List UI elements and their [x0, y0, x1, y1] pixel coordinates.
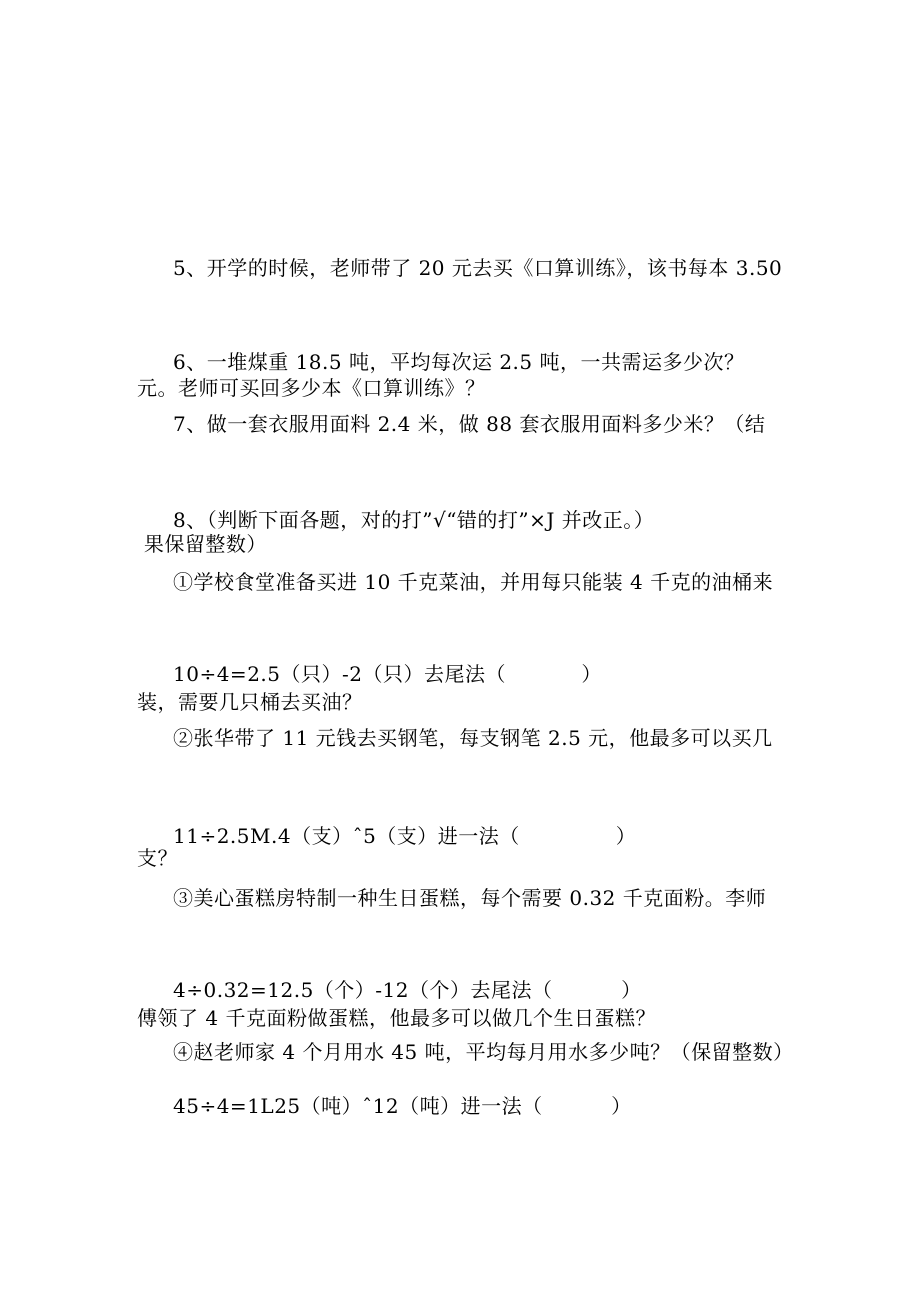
answer-4 [137, 1006, 794, 1206]
sub-question-3-line-1: ③美心蛋糕房特制一种生日蛋糕，每个需要 0.32 千克面粉。李师 [173, 886, 767, 910]
problem-5-line-2: 元。老师可买回多少本《口算训练》？ [137, 376, 486, 400]
problem-7-line-2: 果保留整数） [137, 532, 267, 556]
problem-5-line-1: 5、开学的时候，老师带了 20 元去买《口算训练》，该书每本 3.50 [173, 256, 783, 280]
sub-question-2-line-1: ②张华带了 11 元钱去买钢笔，每支钢笔 2.5 元，他最多可以买几 [173, 726, 773, 750]
problem-7-line-1: 7、做一套衣服用面料 2.4 米，做 88 套衣服用面料多少米？（结 [173, 412, 766, 436]
problem-8-line-1: 8、（判断下面各题，对的打”√“错的打”×J 并改正。） [173, 508, 655, 532]
sub-question-2-line-2: 支？ [137, 846, 178, 870]
answer-1-line: 10÷4=2.5（只）-2（只）去尾法（ ） [173, 662, 602, 686]
sub-question-3-line-2: 傅领了 4 千克面粉做蛋糕，他最多可以做几个生日蛋糕？ [137, 1006, 656, 1030]
sub-question-1-line-2: 装，需要几只桶去买油？ [137, 690, 363, 714]
problem-6-line-1: 6、一堆煤重 18.5 吨，平均每次运 2.5 吨，一共需运多少次？ [173, 350, 745, 374]
sub-question-1-line-1: ①学校食堂准备买进 10 千克菜油，并用每只能装 4 千克的油桶来 [173, 570, 774, 594]
answer-3-line: 4÷0.32=12.5（个）-12（个）去尾法（ ） [173, 978, 642, 1002]
answer-2-line: 11÷2.5M.4（支）ˆ5（支）进一法（ ） [173, 824, 637, 848]
sub-question-4-line-1: ④赵老师家 4 个月用水 45 吨，平均每月用水多少吨？（保留整数） [173, 1040, 794, 1064]
answer-4-line: 45÷4=1L25（吨）ˆ12（吨）进一法（ ） [173, 1094, 632, 1118]
